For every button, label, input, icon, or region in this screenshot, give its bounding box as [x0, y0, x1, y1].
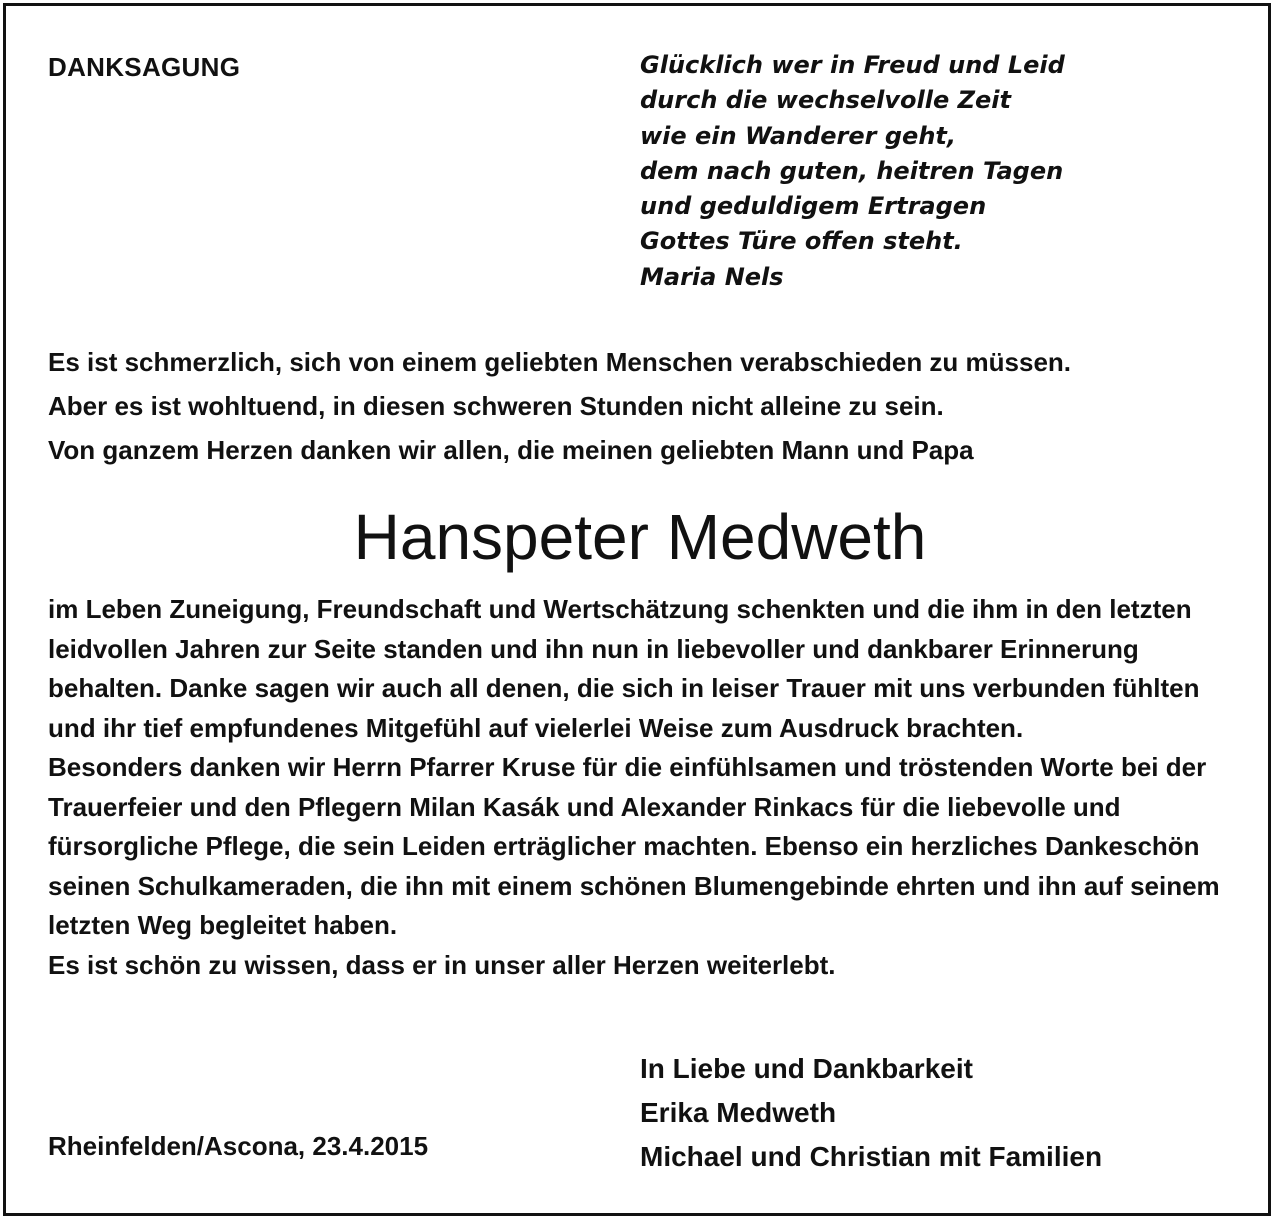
signoff-closing: In Liebe und Dankbarkeit [640, 1053, 973, 1084]
body-paragraph-1: im Leben Zuneigung, Freundschaft und Wertschätzung schenkten und die ihm in den letzten leidvollen Jahren zur Seite standen und ihn nun in liebevoller und dankbarer Erinnerung behalten. Danke sagen wir auch all denen, die sich in leiser Trauer mit uns verbunden fühlten und ihr tief empfundenes Mitgefühl auf vielerlei Weise zum Ausdruck brachten. [48, 594, 1200, 743]
place-date: Rheinfelden/Ascona, 23.4.2015 [48, 1131, 429, 1161]
poem-line: dem nach guten, heitren Tagen [640, 156, 1064, 185]
notice-heading: DANKSAGUNG [48, 52, 241, 82]
poem-line: wie ein Wanderer geht, [640, 121, 956, 150]
intro-line-2: Aber es ist wohltuend, in diesen schweren Stunden nicht alleine zu sein. [48, 391, 944, 421]
deceased-name: Hanspeter Medweth [353, 501, 927, 573]
intro-text [48, 340, 1238, 472]
poem-line: und geduldigem Ertragen [640, 192, 987, 221]
poem-line: durch die wechselvolle Zeit [640, 86, 1011, 115]
poem-line: Gottes Türe offen steht. [640, 227, 963, 256]
signoff-name-1: Erika Medweth [640, 1097, 837, 1128]
body-paragraph-2: Besonders danken wir Herrn Pfarrer Kruse für die einfühlsamen und tröstenden Worte bei der Trauerfeier und den Pflegern Milan Kasák und Alexander Rinkacs für die liebevolle und fürsorgliche Pflege, die sein Leiden erträglicher machten. Ebenso ein herzliches Dankeschön seinen Schulkameraden, die ihn mit einem schönen Blumengebinde ehrten und ihn auf seinem letzten Weg begleitet haben. [48, 752, 1220, 940]
signoff-name-2: Michael und Christian mit Familien [640, 1141, 1103, 1172]
signoff-block [640, 1047, 1260, 1179]
poem-author: Maria Nels [640, 262, 784, 291]
poem-line: Glücklich wer in Freud und Leid [640, 51, 1065, 79]
poem-block [640, 48, 1240, 295]
body-paragraph-3: Es ist schön zu wissen, dass er in unser aller Herzen weiterlebt. [48, 949, 836, 980]
body-text [48, 590, 1238, 985]
intro-line-1: Es ist schmerzlich, sich von einem geliebten Menschen verabschieden zu müssen. [48, 347, 1072, 377]
intro-line-3: Von ganzem Herzen danken wir allen, die meinen geliebten Mann und Papa [48, 435, 974, 465]
